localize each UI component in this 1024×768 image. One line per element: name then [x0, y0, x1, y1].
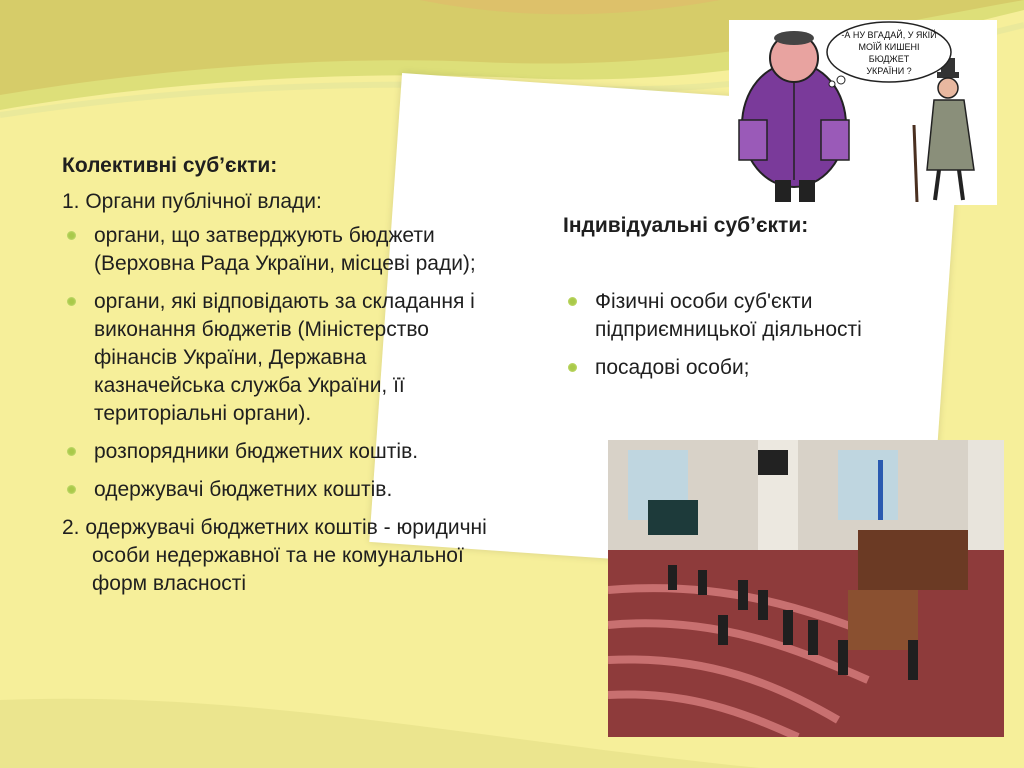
- right-column: [563, 212, 903, 392]
- individual-bullets: [563, 288, 903, 382]
- parliament-hall-illustration: [608, 440, 1004, 737]
- bullet-item: розпорядники бюджетних коштів.: [62, 438, 492, 466]
- bullet-item: органи, що затверджують бюджети (Верховна Рада України, місцеві ради);: [62, 222, 492, 278]
- bubble-line: УКРАЇНИ ?: [866, 66, 912, 76]
- bullet-item: органи, які відповідають за складання і виконання бюджетів (Міністерство фінансів України, Державна казначейська служба України, її територіальні органи).: [62, 288, 492, 428]
- parliament-photo: [608, 440, 1004, 737]
- bubble-line: МОЇЙ КИШЕНІ: [858, 42, 920, 52]
- bubble-line: -А НУ ВГАДАЙ, У ЯКІЙ: [841, 30, 937, 40]
- individual-subjects-heading: Індивідуальні суб’єкти:: [563, 214, 809, 237]
- cartoon-image: [729, 20, 997, 205]
- bubble-line: БЮДЖЕТ: [868, 54, 910, 64]
- bullet-item: посадові особи;: [563, 354, 903, 382]
- left-column: [62, 152, 492, 604]
- item-1: 1. Органи публічної влади:: [62, 190, 322, 213]
- bullet-item: одержувачі бюджетних коштів.: [62, 476, 492, 504]
- cartoon-illustration: [729, 20, 997, 205]
- bullet-item: Фізичні особи суб'єкти підприємницької діяльності: [563, 288, 903, 344]
- item-2: 2. одержувачі бюджетних коштів - юридичні особи недержавної та не комунальної форм власності: [62, 516, 487, 595]
- collective-bullets: [62, 222, 492, 504]
- collective-subjects-heading: Колективні суб’єкти:: [62, 154, 278, 177]
